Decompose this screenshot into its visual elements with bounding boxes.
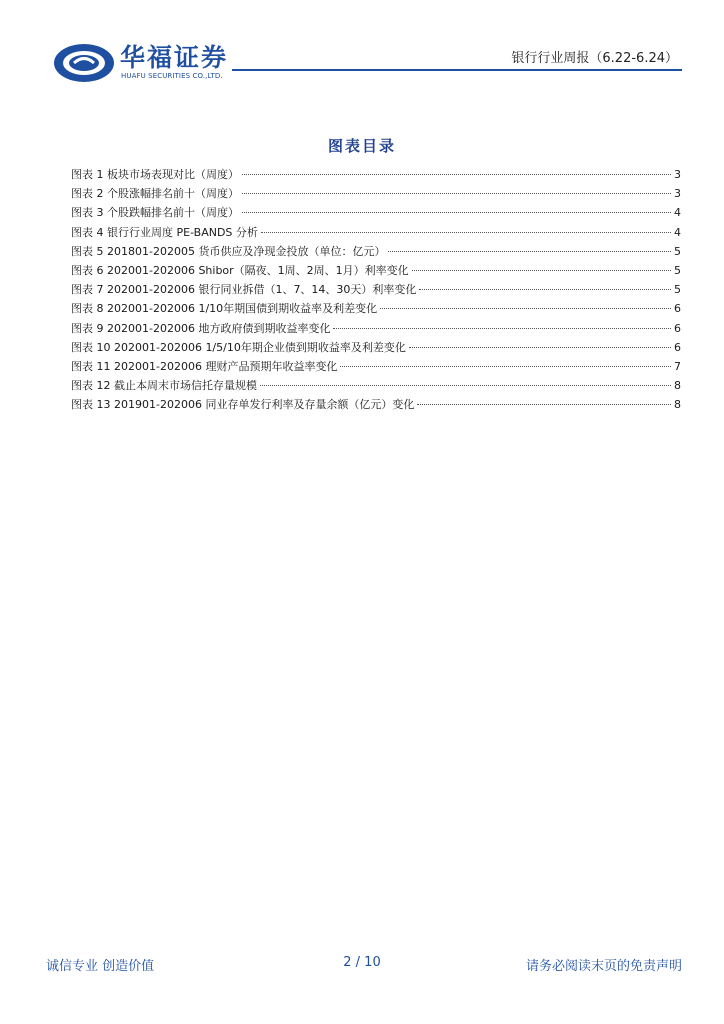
toc-leader-dots [388, 251, 671, 252]
toc-entry-page[interactable]: 3 [674, 168, 681, 181]
toc-entry-label[interactable]: 图表 13 201901-202006 同业存单发行利率及存量余额（亿元）变化 [71, 398, 415, 412]
toc-entry-label[interactable]: 图表 6 202001-202006 Shibor（隔夜、1周、2周、1月）利率变化 [71, 263, 409, 277]
toc-entry[interactable] [71, 320, 681, 339]
toc-entry[interactable] [71, 224, 681, 243]
toc-entry-label[interactable]: 图表 12 截止本周末市场信托存量规模 [71, 379, 257, 393]
toc-entry[interactable] [71, 396, 681, 415]
toc-entry-page[interactable]: 6 [674, 302, 681, 316]
footer-slogan: 诚信专业 创造价值 [46, 959, 155, 974]
toc-entry[interactable] [71, 185, 681, 204]
toc-leader-dots [417, 404, 671, 405]
logo-english-name: HUAFU SECURITIES CO.,LTD. [121, 72, 223, 80]
report-title: 银行行业周报（6.22-6.24） [511, 51, 678, 66]
toc-entry-page[interactable]: 7 [674, 359, 681, 373]
toc-leader-dots [242, 174, 671, 175]
page-number: 2 / 10 [343, 955, 381, 970]
toc-entry[interactable] [71, 262, 681, 281]
toc-entry[interactable] [71, 358, 681, 377]
toc-entry-page[interactable]: 6 [674, 321, 681, 335]
toc-entry-label[interactable]: 图表 8 202001-202006 1/10年期国债到期收益率及利差变化 [71, 302, 378, 316]
toc-entry-page[interactable]: 4 [674, 206, 681, 220]
toc-entry-page[interactable]: 3 [674, 187, 681, 201]
toc-leader-dots [412, 270, 671, 271]
toc-entry-label[interactable]: 图表 1 板块市场表现对比（周度） [71, 168, 239, 181]
toc-leader-dots [333, 328, 671, 329]
toc-entry[interactable] [71, 339, 681, 358]
toc-entry-page[interactable]: 8 [674, 398, 681, 412]
toc-entry-page[interactable]: 5 [674, 244, 681, 258]
toc-title: 图表目录 [327, 137, 396, 155]
toc-entry-page[interactable]: 8 [674, 379, 681, 393]
toc-leader-dots [242, 193, 671, 194]
header-divider [232, 69, 682, 71]
toc-leader-dots [260, 385, 671, 386]
toc-entry[interactable] [71, 300, 681, 319]
toc-entry-label[interactable]: 图表 7 202001-202006 银行同业拆借（1、7、14、30天）利率变化 [71, 283, 417, 297]
toc-entry[interactable] [71, 243, 681, 262]
toc-leader-dots [419, 289, 671, 290]
logo-chinese-name: 华福证券 [120, 43, 229, 72]
toc-entry[interactable] [71, 204, 681, 223]
toc-entry-page[interactable]: 4 [674, 225, 681, 239]
toc-entry-page[interactable]: 6 [674, 340, 681, 354]
huafu-logo-icon [52, 42, 116, 84]
toc-entry-label[interactable]: 图表 5 201801-202005 货币供应及净现金投放（单位：亿元） [71, 244, 386, 258]
toc-entry-label[interactable]: 图表 2 个股涨幅排名前十（周度） [71, 187, 239, 201]
figure-table-of-contents [71, 166, 681, 415]
toc-leader-dots [242, 212, 671, 213]
toc-leader-dots [261, 232, 671, 233]
toc-entry-label[interactable]: 图表 3 个股跌幅排名前十（周度） [71, 206, 239, 220]
toc-leader-dots [409, 347, 671, 348]
toc-entry-label[interactable]: 图表 9 202001-202006 地方政府债到期收益率变化 [71, 321, 331, 335]
footer-disclaimer: 请务必阅读末页的免责声明 [525, 959, 682, 974]
toc-entry[interactable] [71, 166, 681, 185]
toc-entry-label[interactable]: 图表 11 202001-202006 理财产品预期年收益率变化 [71, 359, 338, 373]
page-footer [0, 955, 724, 979]
toc-entry[interactable] [71, 281, 681, 300]
toc-leader-dots [340, 366, 671, 367]
toc-entry[interactable] [71, 377, 681, 396]
toc-entry-page[interactable]: 5 [674, 263, 681, 277]
toc-entry-page[interactable]: 5 [674, 283, 681, 297]
toc-entry-label[interactable]: 图表 10 202001-202006 1/5/10年期企业债到期收益率及利差变化 [71, 340, 406, 354]
page-header [0, 0, 724, 90]
toc-leader-dots [380, 308, 671, 309]
toc-entry-label[interactable]: 图表 4 银行行业周度 PE-BANDS 分析 [71, 225, 258, 239]
